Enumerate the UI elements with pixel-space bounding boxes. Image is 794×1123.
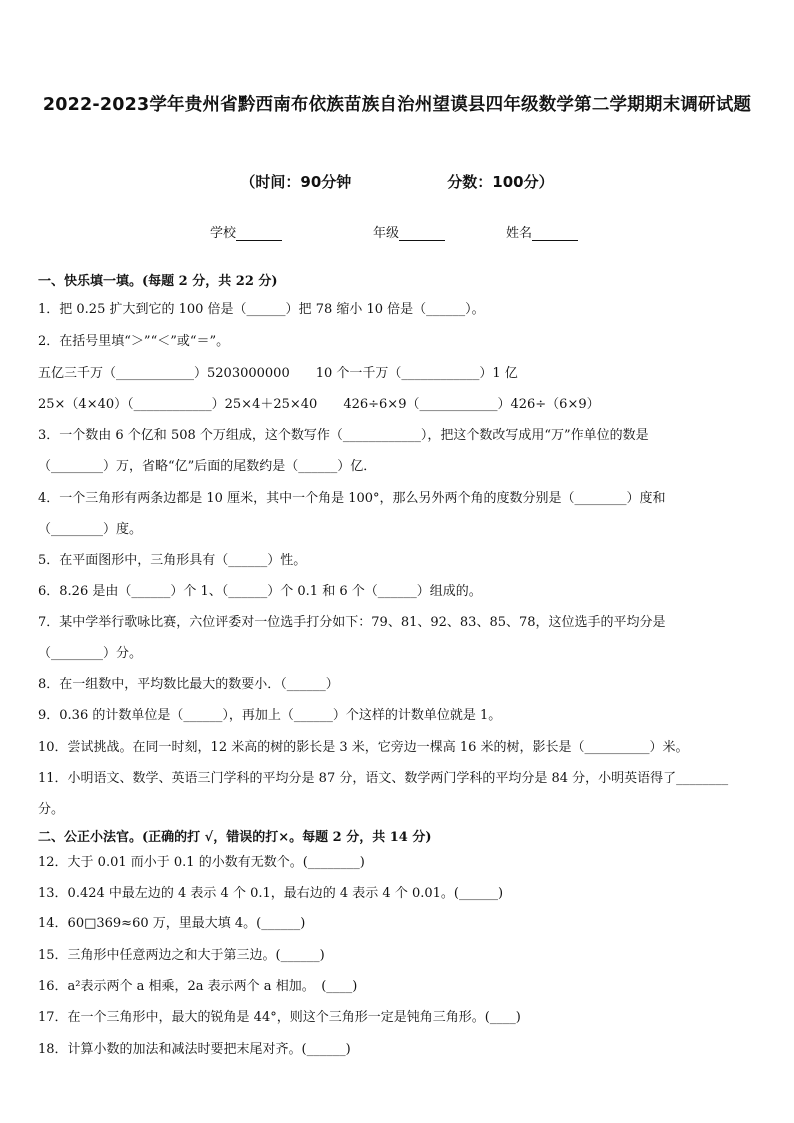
question-line: 7．某中学举行歌咏比赛，六位评委对一位选手打分如下：79、81、92、83、85、78，这位选手的平均分是	[38, 615, 666, 630]
question-line: 16．a²表示两个 a 相乘，2a 表示两个 a 相加。 (____)	[38, 979, 358, 994]
question-line: 1．把 0.25 扩大到它的 100 倍是（______）把 78 缩小 10 倍是（______）。	[38, 302, 485, 317]
question-line: 14．60□369≈60 万，里最大填 4。(______)	[38, 916, 306, 931]
page-title: 2022-2023学年贵州省黔西南布依族苗族自治州望谟县四年级数学第二学期期末调研试题	[42, 95, 752, 115]
question-line: 15．三角形中任意两边之和大于第三边。(______)	[38, 948, 325, 963]
question-line: 10．尝试挑战。在同一时刻，12 米高的树的影长是 3 米，它旁边一棵高 16 米的树，影长是（__________）米。	[38, 740, 689, 755]
question-line: （________）度。	[38, 522, 143, 537]
question-line: 18．计算小数的加法和减法时要把末尾对齐。(______)	[38, 1042, 351, 1057]
question-line: （________）分。	[38, 646, 143, 661]
name-field[interactable]: 姓名	[506, 222, 578, 241]
question-line: 11．小明语文、数学、英语三门学科的平均分是 87 分，语文、数学两门学科的平均分是 84 分，小明英语得了________	[38, 771, 729, 786]
exam-meta	[0, 171, 794, 192]
question-line: 2．在括号里填“＞”“＜”或“＝”。	[38, 334, 230, 349]
question-line: 17．在一个三角形中，最大的锐角是 44°，则这个三角形一定是钝角三角形。(____)	[38, 1010, 521, 1025]
grade-field[interactable]: 年级	[373, 222, 445, 241]
question-line: 12．大于 0.01 而小于 0.1 的小数有无数个。(________)	[38, 855, 365, 870]
section-heading: 一、快乐填一填。(每题 2 分，共 22 分)	[38, 274, 278, 289]
question-line: 25×（4×40）（____________）25×4＋25×40 426÷6×9（____________）426÷（6×9）	[38, 397, 600, 412]
question-line: 5．在平面图形中，三角形具有（______）性。	[38, 553, 307, 568]
school-field[interactable]: 学校	[210, 222, 282, 241]
question-line: 3．一个数由 6 个亿和 508 个万组成，这个数写作（____________），把这个数改写成用“万”作单位的数是	[38, 428, 649, 443]
question-line: 9．0.36 的计数单位是（______），再加上（______）个这样的计数单位就是 1。	[38, 708, 502, 723]
exam-score: 分数：100分）	[447, 173, 554, 191]
question-line: 6．8.26 是由（______）个 1、（______）个 0.1 和 6 个（______）组成的。	[38, 584, 482, 599]
question-line: 分。	[38, 802, 65, 817]
question-line: （________）万，省略“亿”后面的尾数约是（______）亿．	[38, 459, 377, 474]
section-heading: 二、公正小法官。(正确的打 √，错误的打×。每题 2 分，共 14 分)	[38, 830, 432, 845]
question-line: 8．在一组数中，平均数比最大的数要小．（______）	[38, 677, 339, 692]
question-line: 4．一个三角形有两条边都是 10 厘米，其中一个角是 100°，那么另外两个角的度数分别是（________）度和	[38, 491, 666, 506]
exam-time: （时间：90分钟	[240, 173, 352, 191]
question-line: 13．0.424 中最左边的 4 表示 4 个 0.1，最右边的 4 表示 4 个 0.01。(______)	[38, 886, 504, 901]
question-line: 五亿三千万（____________）5203000000 10 个一千万（____________）1 亿	[38, 366, 518, 381]
